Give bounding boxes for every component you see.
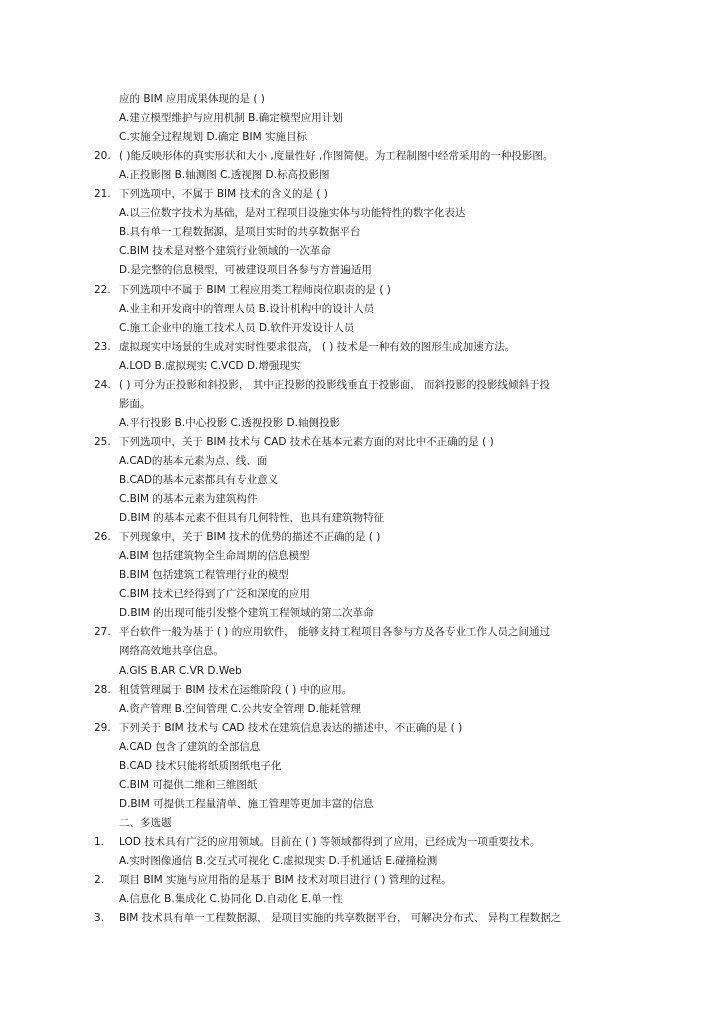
- question-number: 21.: [94, 188, 111, 200]
- question-number: 25.: [94, 436, 111, 448]
- text-line: C.BIM 技术是对整个建筑行业领域的一次革命: [119, 245, 331, 257]
- question-number: 20.: [94, 150, 111, 162]
- text-line: C.BIM 可提供二维和三维图纸: [119, 779, 258, 791]
- text-line: C.BIM 的基本元素为建筑构件: [119, 493, 258, 505]
- text-line: C.BIM 技术已经得到了广泛和深度的应用: [119, 588, 310, 600]
- question-number: 3.: [94, 912, 105, 924]
- text-line: A.LOD B.虚拟现实 C.VCD D.增强现实: [119, 360, 301, 372]
- text-line: D.BIM 可提供工程量清单、施工管理等更加丰富的信息: [119, 798, 374, 810]
- question-number: 24.: [94, 379, 111, 391]
- question-stem: BIM 技术具有单一工程数据源， 是项目实施的共享数据平台， 可解决分布式、 异构工程数据之: [119, 912, 562, 924]
- text-line: A.BIM 包括建筑物全生命周期的信息模型: [119, 550, 310, 562]
- question-stem: 下列现象中，关于 BIM 技术的优势的描述不正确的是 ( ): [119, 531, 381, 543]
- question-stem: ( )能反映形体的真实形状和大小 ,度量性好 ,作图简便。为工程制图中经常采用的一种投影图。: [119, 150, 554, 162]
- question-number: 27.: [94, 626, 111, 638]
- text-line: A.CAD的基本元素为点、线、面: [119, 455, 268, 467]
- text-line: D.BIM 的出现可能引发整个建筑工程领域的第二次革命: [119, 607, 374, 619]
- text-line: 影面。: [119, 398, 151, 410]
- text-line: C.施工企业中的施工技术人员 D.软件开发设计人员: [119, 322, 355, 334]
- text-line: D.BIM 的基本元素不但具有几何特性，也具有建筑物特征: [119, 512, 385, 524]
- text-line: A.正投影图 B.轴测图 C.透视图 D.标高投影图: [119, 169, 330, 181]
- text-line: B.CAD 技术只能将纸质图纸电子化: [119, 760, 282, 772]
- question-number: 22.: [94, 284, 111, 296]
- question-stem: 下列选项中，关于 BIM 技术与 CAD 技术在基本元素方面的对比中不正确的是 ( ): [119, 436, 494, 448]
- question-stem: 项目 BIM 实施与应用指的是基于 BIM 技术对项目进行 ( ) 管理的过程。: [119, 874, 452, 886]
- question-stem: 下列选项中不属于 BIM 工程应用类工程师岗位职责的是 ( ): [119, 284, 391, 296]
- text-line: A.CAD 包含了建筑的全部信息: [119, 741, 261, 753]
- question-stem: ( ) 可分为正投影和斜投影， 其中正投影的投影线垂直于投影面， 而斜投影的投影线倾斜于投: [119, 379, 551, 391]
- question-number: 2.: [94, 874, 105, 886]
- question-stem: 下列选项中，不属于 BIM 技术的含义的是 ( ): [119, 188, 328, 200]
- question-number: 26.: [94, 531, 111, 543]
- text-line: A.实时图像通信 B.交互式可视化 C.虚拟现实 D.手机通话 E.碰撞检测: [119, 855, 438, 867]
- text-line: 网络高效地共享信息。: [119, 645, 224, 657]
- text-line: C.实施全过程规划 D.确定 BIM 实施目标: [119, 131, 307, 143]
- question-stem: 虚拟现实中场景的生成对实时性要求很高， ( ) 技术是一种有效的图形生成加速方法。: [119, 341, 516, 353]
- text-line: B.BIM 包括建筑工程管理行业的模型: [119, 569, 289, 581]
- text-line: A.平行投影 B.中心投影 C.透视投影 D.轴侧投影: [119, 417, 340, 429]
- question-number: 28.: [94, 684, 111, 696]
- text-line: A.信息化 B.集成化 C.协同化 D.自动化 E.单一性: [119, 893, 343, 905]
- text-line: B.CAD的基本元素都具有专业意义: [119, 474, 279, 486]
- text-line: A.建立模型维护与应用机制 B.确定模型应用计划: [119, 112, 343, 124]
- text-line: A.以三位数字技术为基础，是对工程项目设施实体与功能特性的数字化表达: [119, 207, 466, 219]
- question-number: 23.: [94, 341, 111, 353]
- text-line: A.业主和开发商中的管理人员 B.设计机构中的设计人员: [119, 303, 375, 315]
- question-stem: 租赁管理属于 BIM 技术在运维阶段 ( ) 中的应用。: [119, 684, 353, 696]
- question-stem: 平台软件一般为基于 ( ) 的应用软件， 能够支持工程项目各参与方及各专业工作人员之间通过: [119, 626, 551, 638]
- question-number: 1.: [94, 836, 105, 848]
- question-stem: 下列关于 BIM 技术与 CAD 技术在建筑信息表达的描述中，不正确的是 ( ): [119, 722, 463, 734]
- text-line: 二、多选题: [119, 817, 172, 829]
- text-line: A.GIS B.AR C.VR D.Web: [119, 665, 242, 677]
- text-line: B.具有单一工程数据源，是项目实时的共享数据平台: [119, 226, 361, 238]
- text-line: 应的 BIM 应用成果体现的是 ( ): [119, 93, 265, 105]
- text-line: D.是完整的信息模型，可被建设项目各参与方普遍适用: [119, 264, 372, 276]
- question-stem: LOD 技术具有广泛的应用领域。目前在 ( ) 等领域都得到了应用，已经成为一项重要技术。: [119, 836, 541, 848]
- question-number: 29.: [94, 722, 111, 734]
- text-line: A.资产管理 B.空间管理 C.公共安全管理 D.能耗管理: [119, 703, 361, 715]
